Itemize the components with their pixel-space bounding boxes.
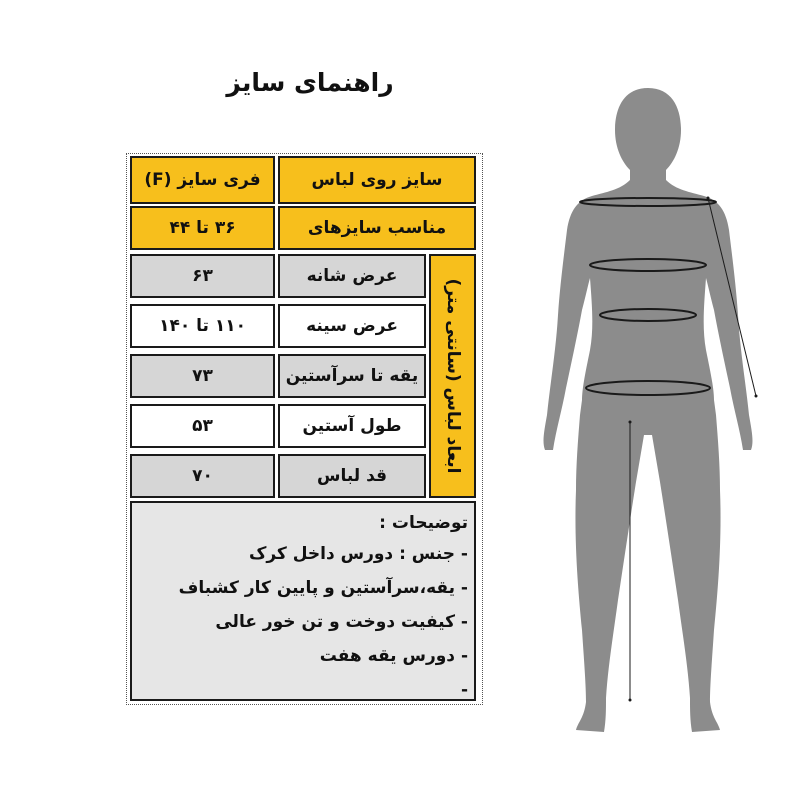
size-label-cell: سایز روی لباس bbox=[278, 156, 476, 204]
row-value-chest: ۱۱۰ تا ۱۴۰ bbox=[130, 304, 275, 348]
fit-label-cell: مناسب سایزهای bbox=[278, 206, 476, 250]
notes-line: - bbox=[460, 680, 468, 700]
female-body-silhouette-icon bbox=[520, 70, 780, 790]
row-label-shoulder: عرض شانه bbox=[278, 254, 426, 298]
page-title: راهنمای سایز bbox=[226, 68, 394, 97]
notes-heading: توضیحات : bbox=[379, 513, 468, 533]
row-label-neck-to-cuff: یقه تا سرآستین bbox=[278, 354, 426, 398]
row-value-neck-to-cuff: ۷۳ bbox=[130, 354, 275, 398]
dimensions-side-text: ابعاد لباس (سانتی متر) bbox=[442, 278, 463, 474]
row-value-length: ۷۰ bbox=[130, 454, 275, 498]
dimensions-side-label bbox=[429, 254, 476, 498]
row-label-sleeve-length: طول آستین bbox=[278, 404, 426, 448]
row-value-shoulder: ۶۳ bbox=[130, 254, 275, 298]
notes-line: - جنس : دورس داخل کرک bbox=[248, 544, 468, 564]
notes-box bbox=[130, 501, 476, 701]
notes-line: - دورس یقه هفت bbox=[319, 646, 468, 666]
size-value-cell: فری سایز (F) bbox=[130, 156, 275, 204]
row-value-sleeve-length: ۵۳ bbox=[130, 404, 275, 448]
row-label-length: قد لباس bbox=[278, 454, 426, 498]
notes-line: - یقه،سرآستین و پایین کار کشباف bbox=[178, 578, 468, 598]
row-label-chest: عرض سینه bbox=[278, 304, 426, 348]
notes-line: - کیفیت دوخت و تن خور عالی bbox=[215, 612, 468, 632]
fit-value-cell: ۳۶ تا ۴۴ bbox=[130, 206, 275, 250]
